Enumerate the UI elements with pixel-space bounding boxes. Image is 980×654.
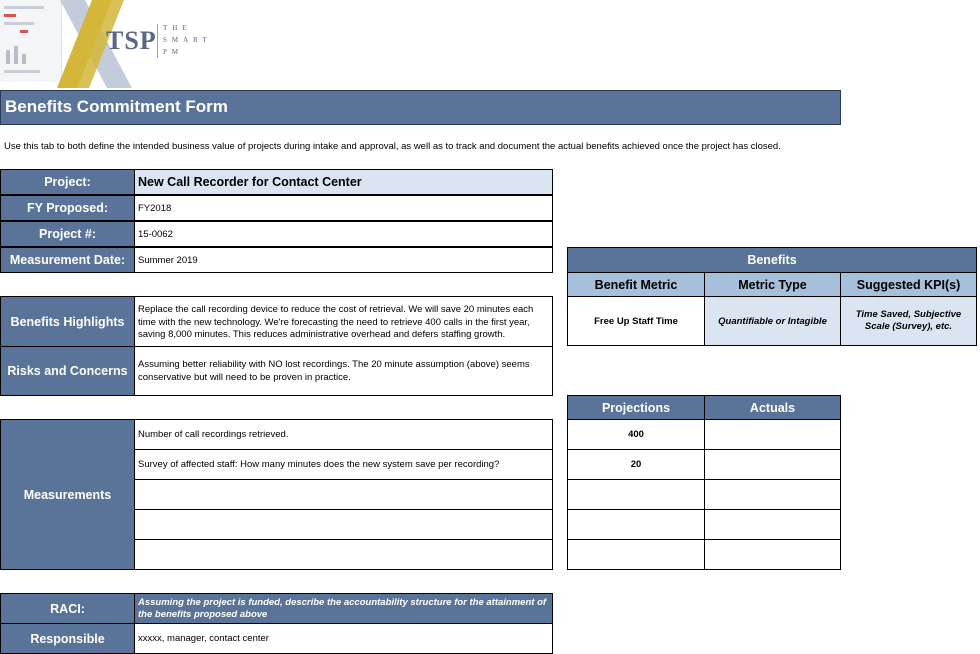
benefits-header: Benefits — [567, 247, 977, 273]
measurement-row[interactable] — [134, 539, 553, 570]
risks-text[interactable]: Assuming better reliability with NO lost recordings. The 20 minute assumption (above) seems conservative but will need to be proven in practice. — [134, 346, 553, 396]
projection-cell[interactable] — [567, 539, 705, 570]
projections-header: Projections — [567, 395, 705, 420]
page-title: Benefits Commitment Form — [5, 97, 228, 116]
logo-tagline-2: SMART — [163, 36, 212, 44]
suggested-kpi-value: Time Saved, Subjective Scale (Survey), etc. — [840, 296, 977, 346]
benefit-metric-header: Benefit Metric — [567, 272, 705, 297]
projection-cell[interactable]: 20 — [567, 449, 705, 480]
measurement-row[interactable]: Number of call recordings retrieved. — [134, 419, 553, 450]
measurement-row[interactable] — [134, 479, 553, 510]
measurement-row[interactable]: Survey of affected staff: How many minutes does the new system save per recording? — [134, 449, 553, 480]
logo-tagline-3: PM — [163, 48, 184, 56]
measurement-date-value[interactable]: Summer 2019 — [134, 247, 553, 273]
intro-text: Use this tab to both define the intended business value of projects during intake and approval, as well as to track and document the actual benefits achieved once the project has closed. — [4, 141, 781, 152]
project-label: Project: — [0, 169, 135, 195]
measurement-row[interactable] — [134, 509, 553, 540]
benefit-metric-value[interactable]: Free Up Staff Time — [567, 296, 705, 346]
projection-cell[interactable] — [567, 479, 705, 510]
fy-label: FY Proposed: — [0, 195, 135, 221]
metric-type-header: Metric Type — [704, 272, 841, 297]
raci-label: RACI: — [0, 593, 135, 624]
risks-label: Risks and Concerns — [0, 346, 135, 396]
project-value[interactable]: New Call Recorder for Contact Center — [134, 169, 553, 195]
logo-tagline-1: THE — [163, 24, 192, 32]
actual-cell[interactable] — [704, 539, 841, 570]
suggested-kpi-header: Suggested KPI(s) — [840, 272, 977, 297]
projection-cell[interactable] — [567, 509, 705, 540]
fy-value[interactable]: FY2018 — [134, 195, 553, 221]
actual-cell[interactable] — [704, 419, 841, 450]
logo-divider — [157, 24, 158, 58]
logo — [0, 0, 240, 88]
measurement-date-label: Measurement Date: — [0, 247, 135, 273]
projection-cell[interactable]: 400 — [567, 419, 705, 450]
actual-cell[interactable] — [704, 509, 841, 540]
raci-description: Assuming the project is funded, describe the accountability structure for the attainment of the benefits proposed above — [134, 593, 553, 624]
benefits-highlights-text[interactable]: Replace the call recording device to reduce the cost of retrieval. We will save 20 minutes each time with the new technology. We're forecasting the need to retrieve 400 calls in the first year, saving 8,000 minutes. This reduces administrative overhead and defers staffing growth. — [134, 296, 553, 347]
responsible-label: Responsible — [0, 623, 135, 654]
metric-type-value: Quantifiable or Intagible — [704, 296, 841, 346]
benefits-highlights-label: Benefits Highlights — [0, 296, 135, 347]
measurements-label: Measurements — [0, 419, 135, 570]
project-number-label: Project #: — [0, 221, 135, 247]
actual-cell[interactable] — [704, 479, 841, 510]
title-bar — [0, 90, 841, 125]
actual-cell[interactable] — [704, 449, 841, 480]
actuals-header: Actuals — [704, 395, 841, 420]
responsible-value[interactable]: xxxxx, manager, contact center — [134, 623, 553, 654]
project-number-value[interactable]: 15-0062 — [134, 221, 553, 247]
logo-brand: TSP — [106, 26, 157, 55]
